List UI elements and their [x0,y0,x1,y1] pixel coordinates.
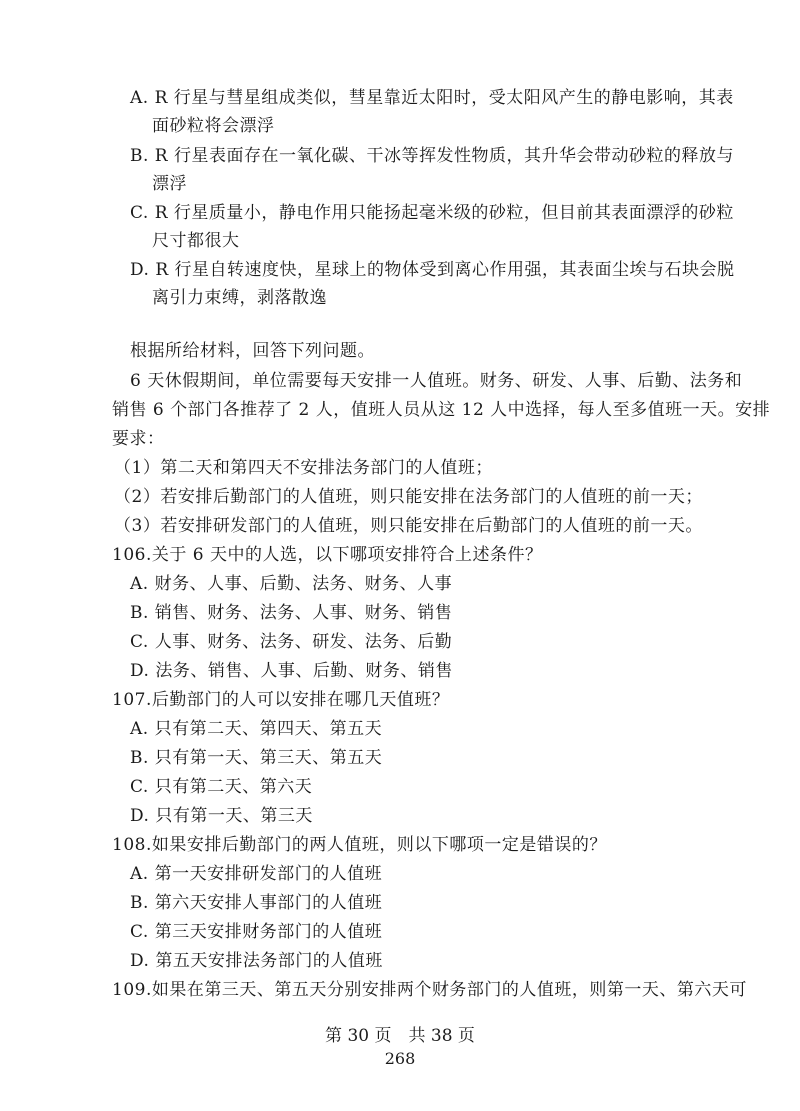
condition-2: （2）若安排后勤部门的人值班，则只能安排在法务部门的人值班的前一天； [114,487,703,507]
prev-option-d-line2: 离引力束缚，剥落散逸 [152,288,327,308]
prev-option-c-line2: 尺寸都很大 [152,231,240,251]
question-107-option-d: D. 只有第一天、第三天 [130,806,313,826]
section-intro: 根据所给材料，回答下列问题。 [130,341,375,361]
prev-option-d-line1: D. R 行星自转速度快，星球上的物体受到离心作用强，其表面尘埃与石块会脱 [130,260,735,280]
question-106-option-c: C. 人事、财务、法务、研发、法务、后勤 [130,632,453,652]
question-107-option-b: B. 只有第一天、第三天、第五天 [130,748,383,768]
condition-3: （3）若安排研发部门的人值班，则只能安排在后勤部门的人值班的前一天。 [114,516,703,536]
question-107-stem: 107.后勤部门的人可以安排在哪几天值班？ [112,690,450,710]
material-line-1: 6 天休假期间，单位需要每天安排一人值班。财务、研发、人事、后勤、法务和 [130,371,743,391]
condition-1: （1）第二天和第四天不安排法务部门的人值班； [114,458,493,478]
prev-option-b-line2: 漂浮 [152,174,187,194]
question-108-option-d: D. 第五天安排法务部门的人值班 [130,951,383,971]
question-108-option-c: C. 第三天安排财务部门的人值班 [130,922,383,942]
material-line-3: 要求： [112,429,165,449]
question-106-option-a: A. 财务、人事、后勤、法务、财务、人事 [130,574,453,594]
question-109-stem: 109.如果在第三天、第五天分别安排两个财务部门的人值班，则第一天、第六天可 [112,980,747,1000]
prev-option-a-line2: 面砂粒将会漂浮 [152,116,275,136]
material-line-2: 销售 6 个部门各推荐了 2 人，值班人员从这 12 人中选择，每人至多值班一天。安排 [112,400,771,420]
prev-option-b-line1: B. R 行星表面存在一氧化碳、干冰等挥发性物质，其升华会带动砂粒的释放与 [130,146,735,166]
question-108-option-a: A. 第一天安排研发部门的人值班 [130,864,383,884]
question-108-option-b: B. 第六天安排人事部门的人值班 [130,893,383,913]
question-108-stem: 108.如果安排后勤部门的两人值班，则以下哪项一定是错误的？ [112,835,607,855]
question-106-stem: 106.关于 6 天中的人选，以下哪项安排符合上述条件？ [112,545,543,565]
prev-option-c-line1: C. R 行星质量小，静电作用只能扬起毫米级的砂粒，但目前其表面漂浮的砂粒 [130,203,734,223]
prev-option-a-line1: A. R 行星与彗星组成类似，彗星靠近太阳时，受太阳风产生的静电影响，其表 [130,88,734,108]
question-107-option-a: A. 只有第二天、第四天、第五天 [130,719,383,739]
question-106-option-d: D. 法务、销售、人事、后勤、财务、销售 [130,661,453,681]
page-number: 268 [384,1049,416,1068]
page-info: 第 30 页 共 38 页 [325,1026,475,1046]
question-107-option-c: C. 只有第二天、第六天 [130,777,313,797]
question-106-option-b: B. 销售、财务、法务、人事、财务、销售 [130,603,453,623]
